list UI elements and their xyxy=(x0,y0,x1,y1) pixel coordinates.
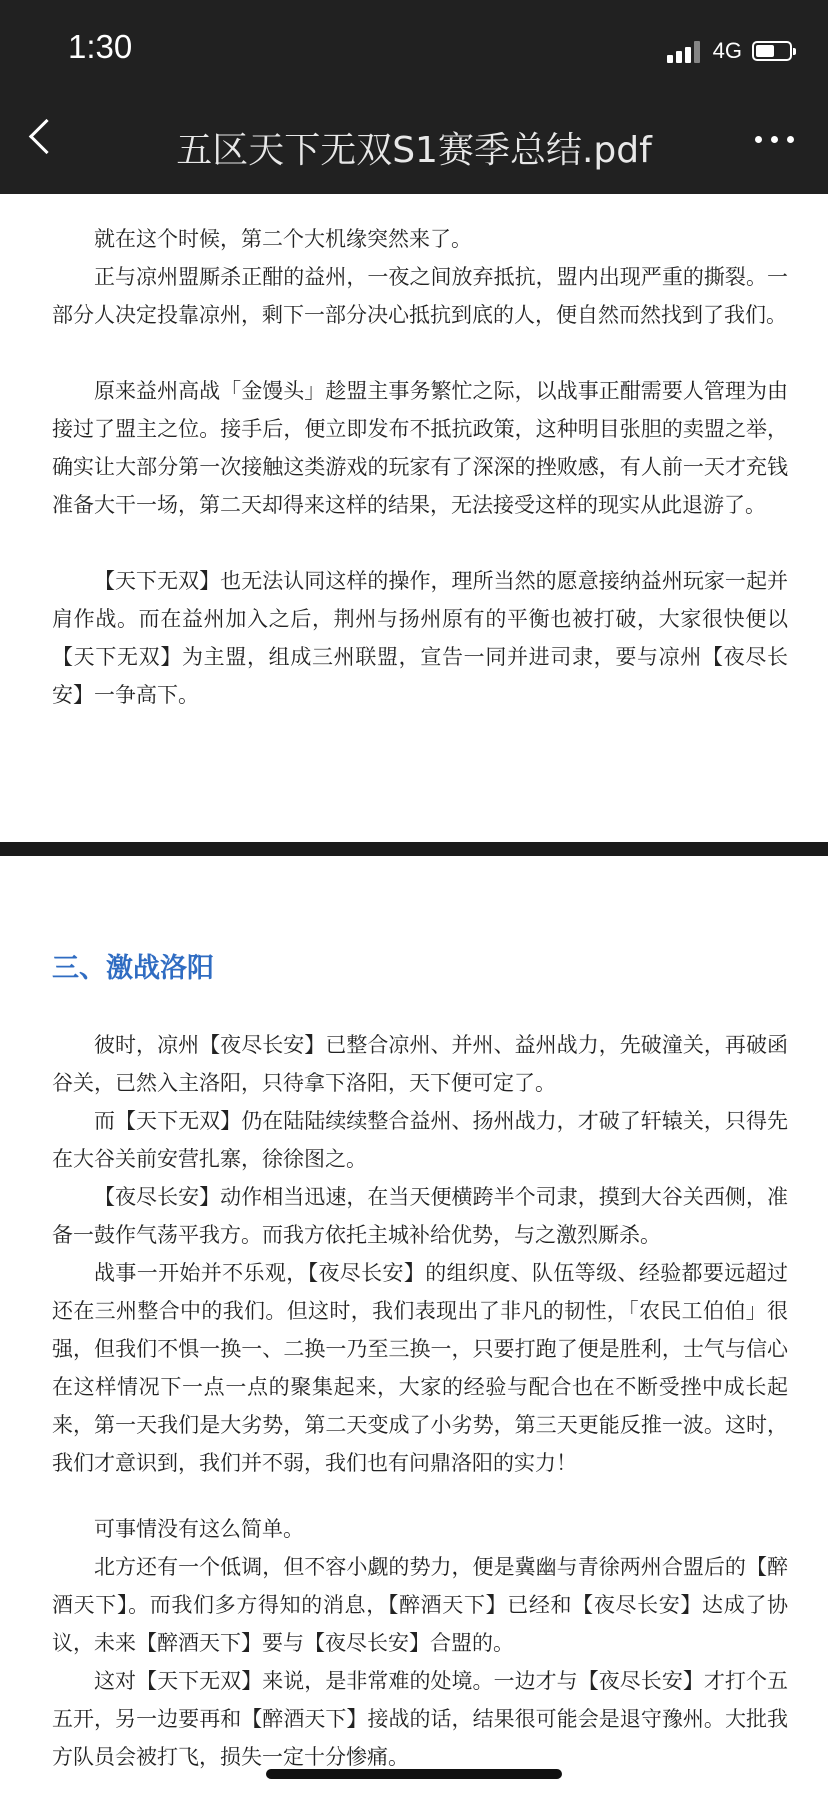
battery-level xyxy=(756,45,774,57)
section-heading: 三、激战洛阳 xyxy=(52,953,214,984)
app-header xyxy=(0,0,828,194)
paragraph: 战事一开始并不乐观，【夜尽长安】的组织度、队伍等级、经验都要远超过还在三州整合中的我们。但这时，我们表现出了非凡的韧性，「农民工伯伯」很强，但我们不惧一换一、二换一乃至三换一，只要打跑了便是胜利，士气与信心在这样情况下一点一点的聚集起来，大家的经验与配合也在不断受挫中成长起来，第一天我们是大劣势，第二天变成了小劣势，第三天更能反推一波。这时，我们才意识到，我们并不弱，我们也有问鼎洛阳的实力！ xyxy=(52,1261,788,1475)
paragraph: 彼时，凉州【夜尽长安】已整合凉州、并州、益州战力，先破潼关，再破函谷关，已然入主洛阳，只待拿下洛阳，天下便可定了。 xyxy=(52,1033,788,1095)
more-options-icon[interactable] xyxy=(746,136,794,143)
status-time: 1:30 xyxy=(68,28,133,65)
paragraph: 这对【天下无双】来说，是非常难的处境。一边才与【夜尽长安】才打个五五开，另一边要再和【醉酒天下】接战的话，结果很可能会是退守豫州。大批我方队员会被打飞，损失一定十分惨痛。 xyxy=(52,1669,788,1769)
network-type: 4G xyxy=(712,38,742,63)
page-separator xyxy=(0,842,828,856)
paragraph: 而【天下无双】仍在陆陆续续整合益州、扬州战力，才破了轩辕关，只得先在大谷关前安营扎寨，徐徐图之。 xyxy=(52,1109,788,1171)
status-icons xyxy=(667,36,792,66)
paragraph: 【天下无双】也无法认同这样的操作，理所当然的愿意接纳益州玩家一起并肩作战。而在益州加入之后，荆州与扬州原有的平衡也被打破，大家很快便以【天下无双】为主盟，组成三州联盟，宣告一同并进司隶，要与凉州【夜尽长安】一争高下。 xyxy=(52,569,788,707)
pdf-page xyxy=(0,194,828,842)
paragraph: 可事情没有这么简单。 xyxy=(94,1517,304,1541)
paragraph: 原来益州高战「金馒头」趁盟主事务繁忙之际，以战事正酣需要人管理为由接过了盟主之位。接手后，便立即发布不抵抗政策，这种明目张胆的卖盟之举，确实让大部分第一次接触这类游戏的玩家有了深深的挫败感，有人前一天才充钱准备大干一场，第二天却得来这样的结果，无法接受这样的现实从此退游了。 xyxy=(52,379,788,517)
battery-icon xyxy=(752,41,792,61)
signal-icon xyxy=(667,39,703,63)
home-indicator[interactable] xyxy=(266,1769,562,1779)
paragraph: 北方还有一个低调，但不容小觑的势力，便是冀幽与青徐两州合盟后的【醉酒天下】。而我们多方得知的消息，【醉酒天下】已经和【夜尽长安】达成了协议，未来【醉酒天下】要与【夜尽长安】合盟的。 xyxy=(52,1555,788,1655)
paragraph: 【夜尽长安】动作相当迅速，在当天便横跨半个司隶，摸到大谷关西侧，准备一鼓作气荡平我方。而我方依托主城补给优势，与之激烈厮杀。 xyxy=(52,1185,788,1247)
document-title: 五区天下无双S1赛季总结.pdf xyxy=(176,130,652,171)
pdf-page xyxy=(0,856,828,1793)
paragraph: 就在这个时候，第二个大机缘突然来了。 xyxy=(94,227,472,251)
paragraph: 正与凉州盟厮杀正酣的益州，一夜之间放弃抵抗，盟内出现严重的撕裂。一部分人决定投靠凉州，剩下一部分决心抵抗到底的人，便自然而然找到了我们。 xyxy=(52,265,788,327)
